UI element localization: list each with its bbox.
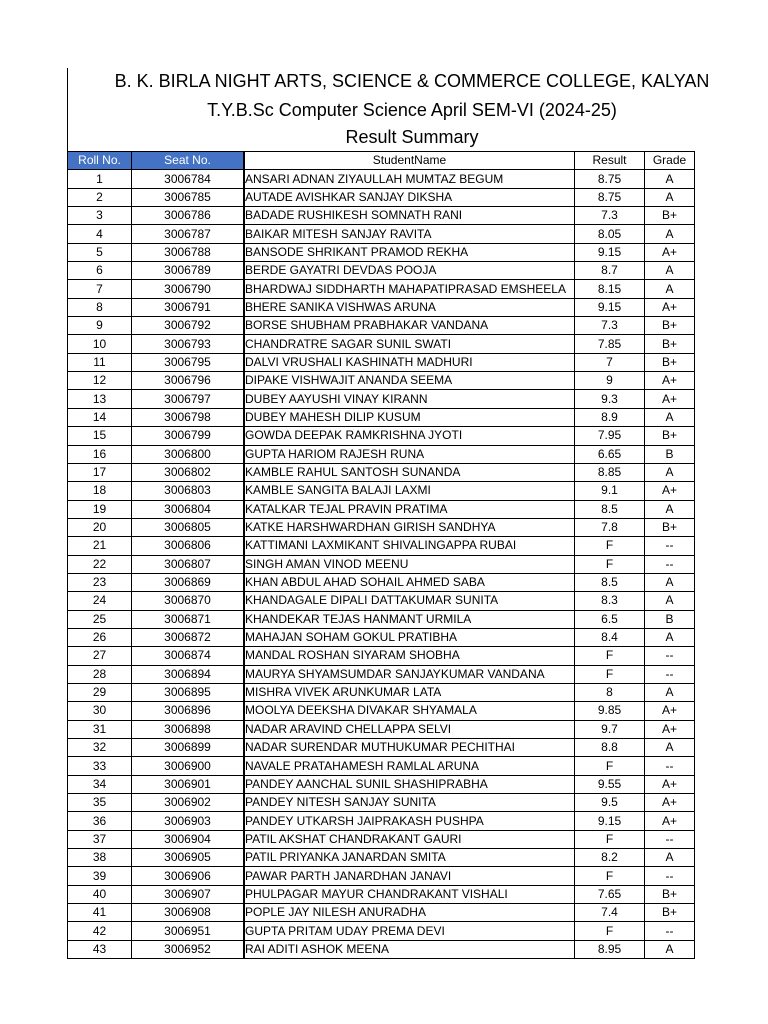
seat-cell: 3006785 bbox=[132, 188, 244, 206]
roll-cell: 40 bbox=[68, 885, 132, 903]
grade-cell: A bbox=[645, 463, 695, 481]
result-cell: 7.65 bbox=[575, 885, 645, 903]
table-row bbox=[68, 775, 695, 793]
result-cell: F bbox=[575, 665, 645, 683]
table-row bbox=[68, 830, 695, 848]
grade-cell: A+ bbox=[645, 720, 695, 738]
roll-cell: 23 bbox=[68, 573, 132, 591]
grade-cell: A+ bbox=[645, 243, 695, 261]
seat-cell: 3006795 bbox=[132, 353, 244, 371]
student-name-cell: BHERE SANIKA VISHWAS ARUNA bbox=[245, 298, 575, 316]
table-row bbox=[68, 225, 695, 243]
seat-cell: 3006784 bbox=[132, 170, 244, 188]
student-name-cell: POPLE JAY NILESH ANURADHA bbox=[245, 904, 575, 922]
table-row bbox=[68, 885, 695, 903]
seat-cell: 3006874 bbox=[132, 647, 244, 665]
student-name-cell: CHANDRATRE SAGAR SUNIL SWATI bbox=[245, 335, 575, 353]
seat-cell: 3006796 bbox=[132, 372, 244, 390]
student-name-cell: KHANDEKAR TEJAS HANMANT URMILA bbox=[245, 610, 575, 628]
table-row bbox=[68, 445, 695, 463]
student-name-cell: SINGH AMAN VINOD MEENU bbox=[245, 555, 575, 573]
table-row bbox=[68, 463, 695, 481]
result-cell: 8.3 bbox=[575, 592, 645, 610]
student-name-cell: BADADE RUSHIKESH SOMNATH RANI bbox=[245, 207, 575, 225]
roll-cell: 6 bbox=[68, 262, 132, 280]
seat-cell: 3006894 bbox=[132, 665, 244, 683]
result-cell: 8.85 bbox=[575, 463, 645, 481]
table-row bbox=[68, 427, 695, 445]
result-cell: F bbox=[575, 830, 645, 848]
student-name-cell: KAMBLE SANGITA BALAJI LAXMI bbox=[245, 482, 575, 500]
roll-cell: 30 bbox=[68, 702, 132, 720]
table-row bbox=[68, 188, 695, 206]
col-header-grade: Grade bbox=[645, 152, 695, 170]
table-row bbox=[68, 702, 695, 720]
grade-cell: A bbox=[645, 592, 695, 610]
result-cell: 8 bbox=[575, 683, 645, 701]
table-row bbox=[68, 372, 695, 390]
grade-cell: B+ bbox=[645, 885, 695, 903]
student-name-cell: DUBEY MAHESH DILIP KUSUM bbox=[245, 408, 575, 426]
seat-cell: 3006790 bbox=[132, 280, 244, 298]
seat-cell: 3006903 bbox=[132, 812, 244, 830]
seat-cell: 3006788 bbox=[132, 243, 244, 261]
grade-cell: A+ bbox=[645, 390, 695, 408]
result-cell: 7.95 bbox=[575, 427, 645, 445]
student-name-cell: RAI ADITI ASHOK MEENA bbox=[245, 940, 575, 958]
roll-cell: 15 bbox=[68, 427, 132, 445]
grade-cell: A+ bbox=[645, 812, 695, 830]
roll-cell: 31 bbox=[68, 720, 132, 738]
grade-cell: A bbox=[645, 849, 695, 867]
grade-cell: A bbox=[645, 940, 695, 958]
roll-cell: 28 bbox=[68, 665, 132, 683]
result-cell: 9.3 bbox=[575, 390, 645, 408]
student-name-cell: NAVALE PRATAHAMESH RAMLAL ARUNA bbox=[245, 757, 575, 775]
table-row bbox=[68, 537, 695, 555]
grade-cell: -- bbox=[645, 665, 695, 683]
result-cell: F bbox=[575, 757, 645, 775]
table-row bbox=[68, 482, 695, 500]
student-name-cell: DUBEY AAYUSHI VINAY KIRANN bbox=[245, 390, 575, 408]
table-row bbox=[68, 739, 695, 757]
seat-cell: 3006869 bbox=[132, 573, 244, 591]
student-name-cell: KATTIMANI LAXMIKANT SHIVALINGAPPA RUBAI bbox=[245, 537, 575, 555]
table-row bbox=[68, 170, 695, 188]
result-cell: 9 bbox=[575, 372, 645, 390]
grade-cell: A bbox=[645, 683, 695, 701]
roll-cell: 1 bbox=[68, 170, 132, 188]
seat-cell: 3006900 bbox=[132, 757, 244, 775]
student-name-cell: PAWAR PARTH JANARDHAN JANAVI bbox=[245, 867, 575, 885]
grade-cell: A bbox=[645, 188, 695, 206]
roll-cell: 24 bbox=[68, 592, 132, 610]
result-cell: 7.3 bbox=[575, 207, 645, 225]
grade-cell: B+ bbox=[645, 353, 695, 371]
student-name-cell: AUTADE AVISHKAR SANJAY DIKSHA bbox=[245, 188, 575, 206]
student-name-cell: GUPTA PRITAM UDAY PREMA DEVI bbox=[245, 922, 575, 940]
roll-cell: 38 bbox=[68, 849, 132, 867]
result-cell: 6.5 bbox=[575, 610, 645, 628]
roll-cell: 25 bbox=[68, 610, 132, 628]
table-row bbox=[68, 904, 695, 922]
student-name-cell: BERDE GAYATRI DEVDAS POOJA bbox=[245, 262, 575, 280]
results-table bbox=[67, 151, 695, 959]
seat-cell: 3006804 bbox=[132, 500, 244, 518]
student-name-cell: MAURYA SHYAMSUMDAR SANJAYKUMAR VANDANA bbox=[245, 665, 575, 683]
seat-cell: 3006907 bbox=[132, 885, 244, 903]
results-body bbox=[68, 170, 695, 959]
grade-cell: A bbox=[645, 628, 695, 646]
seat-cell: 3006793 bbox=[132, 335, 244, 353]
result-cell: F bbox=[575, 537, 645, 555]
roll-cell: 18 bbox=[68, 482, 132, 500]
seat-cell: 3006787 bbox=[132, 225, 244, 243]
result-cell: 8.95 bbox=[575, 940, 645, 958]
roll-cell: 5 bbox=[68, 243, 132, 261]
result-cell: 8.8 bbox=[575, 739, 645, 757]
student-name-cell: GUPTA HARIOM RAJESH RUNA bbox=[245, 445, 575, 463]
roll-cell: 14 bbox=[68, 408, 132, 426]
page-title: Result Summary bbox=[345, 127, 479, 147]
seat-cell: 3006805 bbox=[132, 518, 244, 536]
student-name-cell: PANDEY NITESH SANJAY SUNITA bbox=[245, 794, 575, 812]
grade-cell: A+ bbox=[645, 482, 695, 500]
grade-cell: A+ bbox=[645, 794, 695, 812]
grade-cell: A bbox=[645, 280, 695, 298]
col-header-name: StudentName bbox=[245, 152, 575, 170]
grade-cell: B bbox=[645, 610, 695, 628]
col-header-seat: Seat No. bbox=[132, 152, 244, 170]
result-cell: F bbox=[575, 922, 645, 940]
grade-cell: A bbox=[645, 573, 695, 591]
table-row bbox=[68, 555, 695, 573]
result-cell: 9.7 bbox=[575, 720, 645, 738]
student-name-cell: MOOLYA DEEKSHA DIVAKAR SHYAMALA bbox=[245, 702, 575, 720]
roll-cell: 34 bbox=[68, 775, 132, 793]
table-row bbox=[68, 610, 695, 628]
grade-cell: -- bbox=[645, 757, 695, 775]
roll-cell: 22 bbox=[68, 555, 132, 573]
student-name-cell: KHAN ABDUL AHAD SOHAIL AHMED SABA bbox=[245, 573, 575, 591]
grade-cell: B+ bbox=[645, 317, 695, 335]
seat-cell: 3006786 bbox=[132, 207, 244, 225]
seat-cell: 3006870 bbox=[132, 592, 244, 610]
result-cell: 8.75 bbox=[575, 170, 645, 188]
table-row bbox=[68, 647, 695, 665]
student-name-cell: PANDEY AANCHAL SUNIL SHASHIPRABHA bbox=[245, 775, 575, 793]
result-cell: 9.15 bbox=[575, 812, 645, 830]
roll-cell: 36 bbox=[68, 812, 132, 830]
grade-cell: B+ bbox=[645, 335, 695, 353]
seat-cell: 3006800 bbox=[132, 445, 244, 463]
roll-cell: 12 bbox=[68, 372, 132, 390]
grade-cell: A bbox=[645, 225, 695, 243]
roll-cell: 27 bbox=[68, 647, 132, 665]
grade-cell: A+ bbox=[645, 775, 695, 793]
roll-cell: 13 bbox=[68, 390, 132, 408]
seat-cell: 3006792 bbox=[132, 317, 244, 335]
seat-cell: 3006797 bbox=[132, 390, 244, 408]
roll-cell: 42 bbox=[68, 922, 132, 940]
roll-cell: 11 bbox=[68, 353, 132, 371]
table-row bbox=[68, 922, 695, 940]
table-row bbox=[68, 280, 695, 298]
roll-cell: 37 bbox=[68, 830, 132, 848]
table-row bbox=[68, 940, 695, 958]
roll-cell: 7 bbox=[68, 280, 132, 298]
result-cell: 7.3 bbox=[575, 317, 645, 335]
student-name-cell: KATKE HARSHWARDHAN GIRISH SANDHYA bbox=[245, 518, 575, 536]
result-cell: 9.1 bbox=[575, 482, 645, 500]
table-row bbox=[68, 628, 695, 646]
student-name-cell: KHANDAGALE DIPALI DATTAKUMAR SUNITA bbox=[245, 592, 575, 610]
grade-cell: A bbox=[645, 739, 695, 757]
grade-cell: A bbox=[645, 170, 695, 188]
seat-cell: 3006898 bbox=[132, 720, 244, 738]
roll-cell: 3 bbox=[68, 207, 132, 225]
grade-cell: -- bbox=[645, 555, 695, 573]
table-row bbox=[68, 720, 695, 738]
student-name-cell: PATIL PRIYANKA JANARDAN SMITA bbox=[245, 849, 575, 867]
roll-cell: 2 bbox=[68, 188, 132, 206]
result-cell: 8.15 bbox=[575, 280, 645, 298]
table-row bbox=[68, 243, 695, 261]
result-cell: 6.65 bbox=[575, 445, 645, 463]
table-row bbox=[68, 317, 695, 335]
grade-cell: B bbox=[645, 445, 695, 463]
grade-cell: -- bbox=[645, 537, 695, 555]
grade-cell: B+ bbox=[645, 518, 695, 536]
grade-cell: A bbox=[645, 500, 695, 518]
table-row bbox=[68, 592, 695, 610]
roll-cell: 26 bbox=[68, 628, 132, 646]
table-row bbox=[68, 408, 695, 426]
result-cell: 7.4 bbox=[575, 904, 645, 922]
roll-cell: 9 bbox=[68, 317, 132, 335]
result-cell: 9.15 bbox=[575, 298, 645, 316]
result-cell: 7.85 bbox=[575, 335, 645, 353]
table-row bbox=[68, 867, 695, 885]
student-name-cell: GOWDA DEEPAK RAMKRISHNA JYOTI bbox=[245, 427, 575, 445]
result-cell: F bbox=[575, 555, 645, 573]
student-name-cell: MANDAL ROSHAN SIYARAM SHOBHA bbox=[245, 647, 575, 665]
grade-cell: A bbox=[645, 408, 695, 426]
grade-cell: -- bbox=[645, 830, 695, 848]
roll-cell: 19 bbox=[68, 500, 132, 518]
result-cell: F bbox=[575, 867, 645, 885]
grade-cell: A+ bbox=[645, 702, 695, 720]
seat-cell: 3006905 bbox=[132, 849, 244, 867]
student-name-cell: ANSARI ADNAN ZIYAULLAH MUMTAZ BEGUM bbox=[245, 170, 575, 188]
table-row bbox=[68, 335, 695, 353]
result-cell: 9.15 bbox=[575, 243, 645, 261]
result-cell: 8.5 bbox=[575, 500, 645, 518]
result-cell: 9.5 bbox=[575, 794, 645, 812]
table-row bbox=[68, 665, 695, 683]
seat-cell: 3006803 bbox=[132, 482, 244, 500]
grade-cell: A bbox=[645, 262, 695, 280]
seat-cell: 3006872 bbox=[132, 628, 244, 646]
student-name-cell: DALVI VRUSHALI KASHINATH MADHURI bbox=[245, 353, 575, 371]
roll-cell: 10 bbox=[68, 335, 132, 353]
col-header-roll: Roll No. bbox=[68, 152, 132, 170]
roll-cell: 32 bbox=[68, 739, 132, 757]
roll-cell: 21 bbox=[68, 537, 132, 555]
table-row bbox=[68, 390, 695, 408]
roll-cell: 8 bbox=[68, 298, 132, 316]
table-row bbox=[68, 518, 695, 536]
student-name-cell: MISHRA VIVEK ARUNKUMAR LATA bbox=[245, 683, 575, 701]
seat-cell: 3006871 bbox=[132, 610, 244, 628]
roll-cell: 43 bbox=[68, 940, 132, 958]
table-row bbox=[68, 500, 695, 518]
student-name-cell: DIPAKE VISHWAJIT ANANDA SEEMA bbox=[245, 372, 575, 390]
result-cell: 9.55 bbox=[575, 775, 645, 793]
grade-cell: B+ bbox=[645, 427, 695, 445]
col-header-result: Result bbox=[575, 152, 645, 170]
roll-cell: 35 bbox=[68, 794, 132, 812]
student-name-cell: PATIL AKSHAT CHANDRAKANT GAURI bbox=[245, 830, 575, 848]
student-name-cell: NADAR ARAVIND CHELLAPPA SELVI bbox=[245, 720, 575, 738]
roll-cell: 41 bbox=[68, 904, 132, 922]
table-row bbox=[68, 794, 695, 812]
student-name-cell: BORSE SHUBHAM PRABHAKAR VANDANA bbox=[245, 317, 575, 335]
table-row bbox=[68, 849, 695, 867]
result-cell: 8.5 bbox=[575, 573, 645, 591]
seat-cell: 3006902 bbox=[132, 794, 244, 812]
grade-cell: B+ bbox=[645, 904, 695, 922]
student-name-cell: PHULPAGAR MAYUR CHANDRAKANT VISHALI bbox=[245, 885, 575, 903]
result-cell: 8.2 bbox=[575, 849, 645, 867]
grade-cell: -- bbox=[645, 867, 695, 885]
roll-cell: 39 bbox=[68, 867, 132, 885]
table-row bbox=[68, 207, 695, 225]
student-name-cell: KATALKAR TEJAL PRAVIN PRATIMA bbox=[245, 500, 575, 518]
table-row bbox=[68, 353, 695, 371]
result-cell: 7.8 bbox=[575, 518, 645, 536]
course-title: T.Y.B.Sc Computer Science April SEM-VI (2024-25) bbox=[207, 100, 617, 120]
student-name-cell: NADAR SURENDAR MUTHUKUMAR PECHITHAI bbox=[245, 739, 575, 757]
seat-cell: 3006896 bbox=[132, 702, 244, 720]
seat-cell: 3006799 bbox=[132, 427, 244, 445]
grade-cell: A+ bbox=[645, 372, 695, 390]
seat-cell: 3006802 bbox=[132, 463, 244, 481]
student-name-cell: PANDEY UTKARSH JAIPRAKASH PUSHPA bbox=[245, 812, 575, 830]
table-header-row bbox=[68, 152, 695, 170]
seat-cell: 3006951 bbox=[132, 922, 244, 940]
grade-cell: -- bbox=[645, 922, 695, 940]
student-name-cell: BANSODE SHRIKANT PRAMOD REKHA bbox=[245, 243, 575, 261]
grade-cell: -- bbox=[645, 647, 695, 665]
seat-cell: 3006791 bbox=[132, 298, 244, 316]
roll-cell: 33 bbox=[68, 757, 132, 775]
result-cell: F bbox=[575, 647, 645, 665]
roll-cell: 20 bbox=[68, 518, 132, 536]
student-name-cell: BHARDWAJ SIDDHARTH MAHAPATIPRASAD EMSHEELA bbox=[245, 280, 575, 298]
table-row bbox=[68, 757, 695, 775]
seat-cell: 3006789 bbox=[132, 262, 244, 280]
roll-cell: 29 bbox=[68, 683, 132, 701]
grade-cell: B+ bbox=[645, 207, 695, 225]
seat-cell: 3006908 bbox=[132, 904, 244, 922]
roll-cell: 17 bbox=[68, 463, 132, 481]
roll-cell: 16 bbox=[68, 445, 132, 463]
table-row bbox=[68, 573, 695, 591]
result-cell: 7 bbox=[575, 353, 645, 371]
table-row bbox=[68, 298, 695, 316]
seat-cell: 3006952 bbox=[132, 940, 244, 958]
result-cell: 8.9 bbox=[575, 408, 645, 426]
student-name-cell: BAIKAR MITESH SANJAY RAVITA bbox=[245, 225, 575, 243]
student-name-cell: KAMBLE RAHUL SANTOSH SUNANDA bbox=[245, 463, 575, 481]
table-row bbox=[68, 262, 695, 280]
seat-cell: 3006895 bbox=[132, 683, 244, 701]
table-row bbox=[68, 683, 695, 701]
table-row bbox=[68, 812, 695, 830]
result-cell: 9.85 bbox=[575, 702, 645, 720]
result-cell: 8.4 bbox=[575, 628, 645, 646]
roll-cell: 4 bbox=[68, 225, 132, 243]
seat-cell: 3006906 bbox=[132, 867, 244, 885]
seat-cell: 3006901 bbox=[132, 775, 244, 793]
result-cell: 8.05 bbox=[575, 225, 645, 243]
grade-cell: A+ bbox=[645, 298, 695, 316]
seat-cell: 3006798 bbox=[132, 408, 244, 426]
seat-cell: 3006807 bbox=[132, 555, 244, 573]
college-name: B. K. BIRLA NIGHT ARTS, SCIENCE & COMMERCE COLLEGE, KALYAN bbox=[114, 71, 710, 91]
result-cell: 8.75 bbox=[575, 188, 645, 206]
seat-cell: 3006904 bbox=[132, 830, 244, 848]
seat-cell: 3006899 bbox=[132, 739, 244, 757]
result-cell: 8.7 bbox=[575, 262, 645, 280]
seat-cell: 3006806 bbox=[132, 537, 244, 555]
student-name-cell: MAHAJAN SOHAM GOKUL PRATIBHA bbox=[245, 628, 575, 646]
